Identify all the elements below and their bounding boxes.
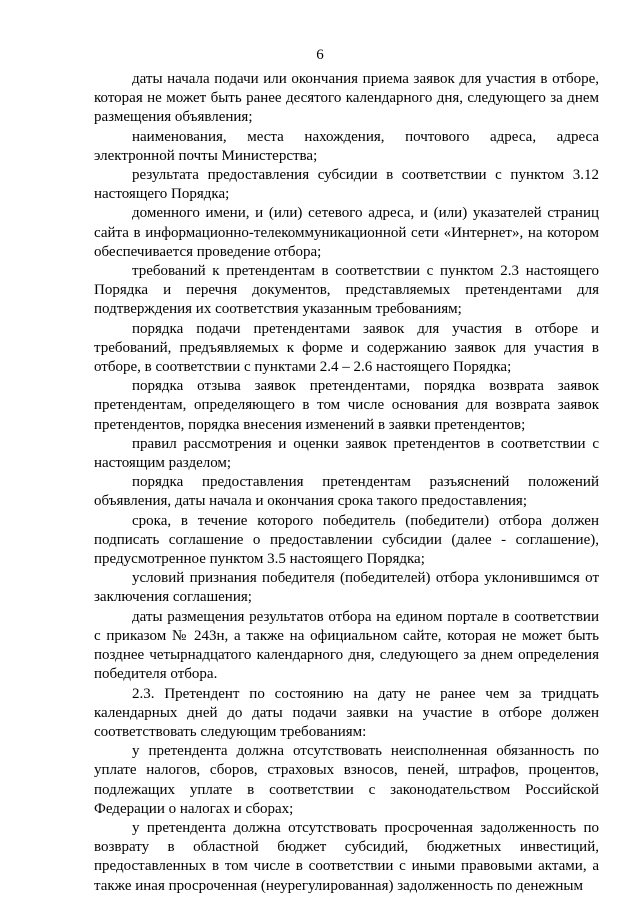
paragraph-overdue-debt: у претендента должна отсутствовать просроченная задолженность по возврату в областной бюджет субсидий, бюджетных инвестиций, предоставленных в том числе в соответствии с иными правовыми актами, а также иная просроченная (неурегулированная) задолженность по денежным (94, 819, 599, 894)
page-number: 6 (316, 47, 324, 63)
paragraph-domain-name: доменного имени, и (или) сетевого адреса, и (или) указателей страниц сайта в информационно-телекоммуникационной сети «Интернет», на котором обеспечивается проведение отбора; (94, 205, 599, 260)
paragraph-subsidy-result: результата предоставления субсидии в соответствии с пунктом 3.12 настоящего Порядка; (94, 167, 599, 203)
paragraph-results-publication: даты размещения результатов отбора на едином портале в соответствии с приказом № 243н, а также на официальном сайте, которая не может быть позднее четырнадцатого календарного дня, следующего за днем определения победителя отбора. (94, 608, 599, 683)
paragraph-section-2-3: 2.3. Претендент по состоянию на дату не ранее чем за тридцать календарных дней до даты подачи заявки на участие в отборе должен соответствовать следующим требованиям: (94, 685, 599, 740)
paragraph-application-dates: даты начала подачи или окончания приема заявок для участия в отборе, которая не может быть ранее десятого календарного дня, следующего за днем размещения объявления; (94, 71, 599, 126)
paragraph-agreement-deadline: срока, в течение которого победитель (победители) отбора должен подписать соглашение о предоставлении субсидии (далее - соглашение), предусмотренное пунктом 3.5 настоящего Порядка; (94, 512, 599, 568)
document-body (94, 70, 599, 896)
paragraph-withdrawal-procedure: порядка отзыва заявок претендентами, порядка возврата заявок претендентам, определяющего в том числе основания для возврата заявок претендентов, порядка внесения изменений в заявки претендентов; (94, 378, 599, 433)
paragraph-submission-procedure: порядка подачи претендентами заявок для участия в отборе и требований, предъявляемых к форме и содержанию заявок для участия в отборе, в соответствии с пунктами 2.4 – 2.6 настоящего Порядка; (94, 320, 599, 376)
paragraph-tax-obligations: у претендента должна отсутствовать неисполненная обязанность по уплате налогов, сборов, страховых взносов, пеней, штрафов, процентов, подлежащих уплате в соответствии с законодательством Российской Федерации о налогах и сборах; (94, 743, 599, 817)
paragraph-evaluation-rules: правил рассмотрения и оценки заявок претендентов в соответствии с настоящим разделом; (94, 435, 599, 472)
paragraph-applicant-requirements: требований к претендентам в соответствии с пунктом 2.3 настоящего Порядка и перечня документов, представляемых претендентами для подтверждения их соответствия указанным требованиям; (94, 263, 599, 318)
paragraph-clarifications: порядка предоставления претендентам разъяснений положений объявления, даты начала и окончания срока такого предоставления; (94, 474, 599, 510)
paragraph-evasion-conditions: условий признания победителя (победителей) отбора уклонившимся от заключения соглашения; (94, 570, 599, 606)
paragraph-ministry-contacts: наименования, места нахождения, почтового адреса, адреса электронной почты Министерства; (94, 128, 599, 164)
